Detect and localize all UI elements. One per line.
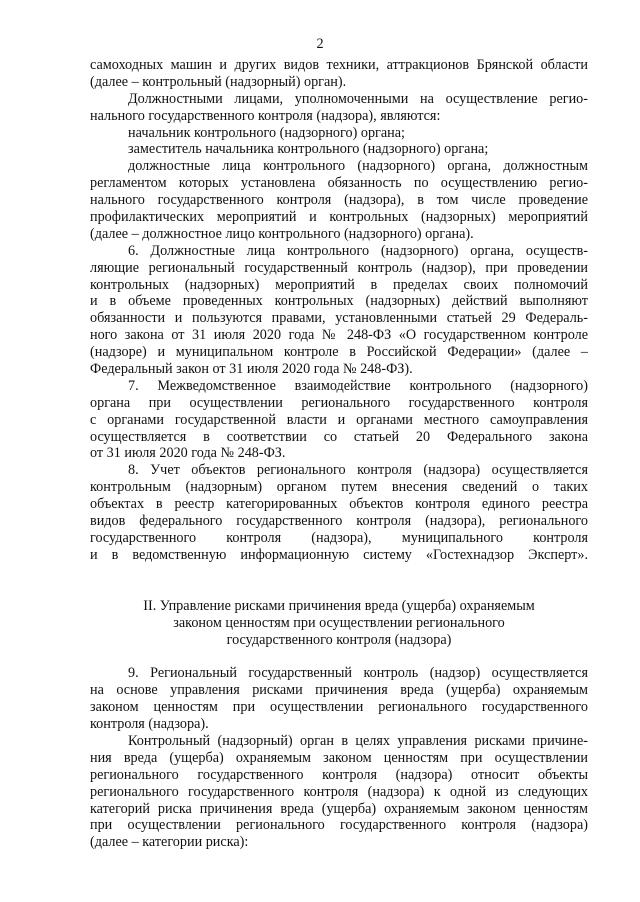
text-line: 9. Региональный государственный контроль (надзор) осуществляется xyxy=(128,665,588,682)
text-line: с органами государственной власти и органами местного самоуправления xyxy=(90,411,588,428)
paragraph xyxy=(90,158,588,242)
text-line: начальник контрольного (надзорного) органа; xyxy=(128,124,405,141)
text-line: при осуществлении регионального государственного контроля (надзора) xyxy=(90,817,588,834)
text-line: (далее – должностное лицо контрольного (надзорного) органа). xyxy=(90,225,474,242)
text-line: ляющие региональный государственный контроль (надзор), при проведении xyxy=(90,259,588,276)
blank-line xyxy=(90,648,588,665)
text-line: 7. Межведомственное взаимодействие контрольного (надзорного) xyxy=(128,377,588,394)
text-line: (далее – контрольный (надзорный) орган). xyxy=(90,73,347,90)
text-line: 8. Учет объектов регионального контроля (надзора) осуществляется xyxy=(128,462,588,479)
blank-line xyxy=(90,564,588,581)
text-line: регионального государственного контроля (надзора) относит объекты xyxy=(90,766,588,783)
text-line: самоходных машин и других видов техники, аттракционов Брянской области xyxy=(90,57,588,73)
text-line: объектах в реестр категорированных объектов контроля единого реестра xyxy=(90,496,588,513)
text-line: профилактических мероприятий и контрольных (надзорных) мероприятий xyxy=(90,209,588,226)
text-line: (далее – категории риска): xyxy=(90,834,249,851)
text-line: должностные лица контрольного (надзорного) органа, должностным xyxy=(128,158,588,175)
paragraph xyxy=(90,243,588,378)
paragraph xyxy=(90,462,588,563)
text-line: контрольных (надзорных) мероприятий в пределах своих полномочий xyxy=(90,276,588,293)
text-line: ния вреда (ущерба) охраняемым законом ценностям при осуществлении xyxy=(90,749,588,766)
text-line: 6. Должностные лица контрольного (надзорного) органа, осуществ- xyxy=(128,242,588,259)
text-line: нального государственного контроля (надзора), в том числе проведение xyxy=(90,192,588,209)
text-line: осуществляется в соответствии со статьей 20 Федерального закона xyxy=(90,428,588,445)
paragraph xyxy=(90,378,588,462)
text-line: и в объеме проведенных контрольных (надзорных) действий выполняют xyxy=(90,293,588,310)
text-line: обязанности и пользуются правами, установленными статьей 29 Федераль- xyxy=(90,310,588,327)
text-line: регламентом которых установлена обязанность по осуществлению регио- xyxy=(90,175,588,192)
text-line: Контрольный (надзорный) орган в целях управления рисками причине- xyxy=(128,732,588,749)
blank-line xyxy=(90,581,588,598)
text-line: органа при осуществлении регионального государственного контроля xyxy=(90,394,588,411)
text-line: Должностными лицами, уполномоченными на осуществление регио- xyxy=(128,90,588,107)
paragraph xyxy=(90,141,588,158)
text-line: и в ведомственную информационную систему «Гостехнадзор Эксперт». xyxy=(90,546,588,563)
text-line: Федеральный закон от 31 июля 2020 года № 248-ФЗ). xyxy=(90,361,413,378)
text-line: II. Управление рисками причинения вреда (ущерба) охраняемым xyxy=(143,597,535,614)
paragraph xyxy=(90,125,588,142)
text-line: от 31 июля 2020 года № 248-ФЗ. xyxy=(90,445,286,462)
text-line: контрольным (надзорным) органом путем внесения сведений о таких xyxy=(90,479,588,496)
section-heading xyxy=(90,598,588,649)
text-line: ного закона от 31 июля 2020 года № 248-ФЗ «О государственном контроле xyxy=(90,327,588,344)
text-line: государственного контроля (надзора), муниципального контроля xyxy=(90,529,588,546)
text-line: регионального государственного контроля (надзора) к одной из следующих xyxy=(90,783,588,800)
paragraph xyxy=(90,91,588,125)
text-line: (надзоре) и муниципальном контроле в Российской Федерации» (далее – xyxy=(90,344,588,361)
text-line: категорий риска причинения вреда (ущерба) охраняемым законом ценностям xyxy=(90,800,588,817)
paragraph xyxy=(90,733,588,851)
paragraph xyxy=(90,57,588,91)
page-number: 2 xyxy=(316,36,324,52)
text-line: контроля (надзора). xyxy=(90,716,209,733)
text-line: законом ценностям при осуществлении регионального xyxy=(173,614,505,631)
text-line: законом ценностям при осуществлении регионального государственного xyxy=(90,699,588,716)
text-line: заместитель начальника контрольного (надзорного) органа; xyxy=(128,141,489,158)
text-line: видов федерального государственного контроля (надзора), регионального xyxy=(90,513,588,530)
document-body xyxy=(90,57,588,851)
paragraph xyxy=(90,665,588,733)
text-line: на основе управления рисками причинения вреда (ущерба) охраняемым xyxy=(90,682,588,699)
text-line: нального государственного контроля (надзора), являются: xyxy=(90,107,441,124)
text-line: государственного контроля (надзора) xyxy=(226,631,452,648)
